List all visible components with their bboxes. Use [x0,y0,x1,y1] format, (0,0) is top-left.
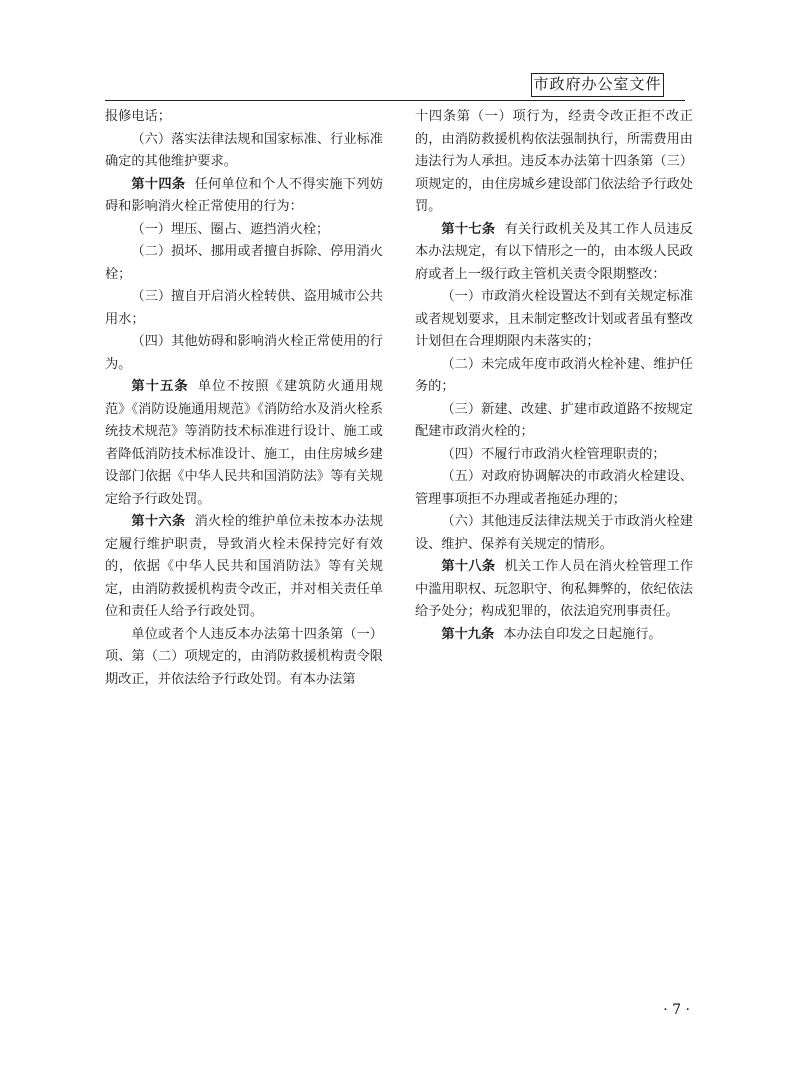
right-text-column [415,106,693,646]
left-text-column [105,106,383,691]
paragraph-text: 报修电话； [105,109,171,124]
paragraph-text: 机关工作人员在消火栓管理工作中滥用职权、玩忽职守、徇私舞弊的，依纪依法给予处分；构成犯罪的，依法追究刑事责任。 [415,559,694,619]
paragraph-text: 消火栓的维护单位未按本办法规定履行维护职责，导致消火栓未保持完好有效的，依据《中华人民共和国消防法》等有关规定，由消防救援机构责令改正，并对相关责任单位和责任人给予行政处罚。 [105,514,384,619]
paragraph [105,129,383,174]
paragraph-text: （一）市政消火栓设置达不到有关规定标准或者规划要求，且未制定整改计划或者虽有整改计划但在合理期限内未落实的； [415,289,693,349]
paragraph [105,219,383,242]
paragraph-text: （四）不履行市政消火栓管理职责的； [441,446,666,462]
paragraph [105,331,383,376]
paragraph [105,106,383,129]
paragraph-text: （四）其他妨碍和影响消火栓正常使用的行为。 [105,334,383,372]
paragraph-text: 十四条第（一）项行为，经责令改正拒不改正的，由消防救援机构依法强制执行，所需费用由违法行为人承担。违反本办法第十四条第（三）项规定的，由住房城乡建设部门依法给予行政处罚。 [415,109,693,214]
paragraph-text: 单位或者个人违反本办法第十四条第（一）项、第（二）项规定的，由消防救援机构责令限期改正，并依法给予行政处罚。有本办法第 [105,626,383,687]
paragraph-text: （五）对政府协调解决的市政消火栓建设、管理事项拒不办理或者拖延办理的； [415,469,693,507]
paragraph [105,624,383,692]
paragraph-text: 任何单位和个人不得实施下列妨碍和影响消火栓正常使用的行为： [105,176,384,214]
paragraph [105,241,383,286]
article-heading: 第十五条 [131,379,189,394]
page-number: · 7 · [663,1002,690,1018]
paragraph [105,174,383,219]
paragraph [415,286,693,354]
paragraph [105,286,383,331]
paragraph-text: 有关行政机关及其工作人员违反本办法规定，有以下情形之一的，由本级人民政府或者上一级行政主管机关责令限期整改： [415,221,694,282]
paragraph [415,219,693,287]
paragraph [415,354,693,399]
paragraph-text: （二）未完成年度市政消火栓补建、维护任务的； [415,356,693,394]
paragraph-text: （三）新建、改建、扩建市政道路不按规定配建市政消火栓的； [415,401,693,439]
paragraph [415,511,693,556]
article-heading: 第十九条 [441,626,495,642]
document-header-title: 市政府办公室文件 [531,73,664,97]
paragraph [415,556,693,624]
paragraph [415,624,693,647]
paragraph [415,466,693,511]
article-heading: 第十六条 [131,514,186,529]
paragraph [415,106,693,219]
paragraph [105,511,383,624]
article-heading: 第十七条 [441,221,496,237]
article-heading: 第十四条 [131,176,186,192]
paragraph-text: （六）落实法律法规和国家标准、行业标准确定的其他维护要求。 [105,131,383,169]
paragraph-text: 本办法自印发之日起施行。 [503,626,662,642]
paragraph [105,376,383,511]
paragraph-text: （一）埋压、圈占、遮挡消火栓； [131,221,330,237]
paragraph [415,399,693,444]
paragraph-text: （六）其他违反法律法规关于市政消火栓建设、维护、保养有关规定的情形。 [415,514,693,552]
paragraph [415,444,693,467]
article-heading: 第十八条 [441,559,496,574]
paragraph-text: （三）擅自开启消火栓转供、盗用城市公共用水； [105,289,383,327]
paragraph-text: （二）损坏、挪用或者擅自拆除、停用消火栓； [105,244,383,282]
paragraph-text: 单位不按照《建筑防火通用规范》《消防设施通用规范》《消防给水及消火栓系统技术规范》等消防技术标准进行设计、施工或者降低消防技术标准设计、施工，由住房城乡建设部门依据《中华人民共和国消防法》等有关规定给予行政处罚。 [105,379,383,507]
header-divider [105,100,685,101]
